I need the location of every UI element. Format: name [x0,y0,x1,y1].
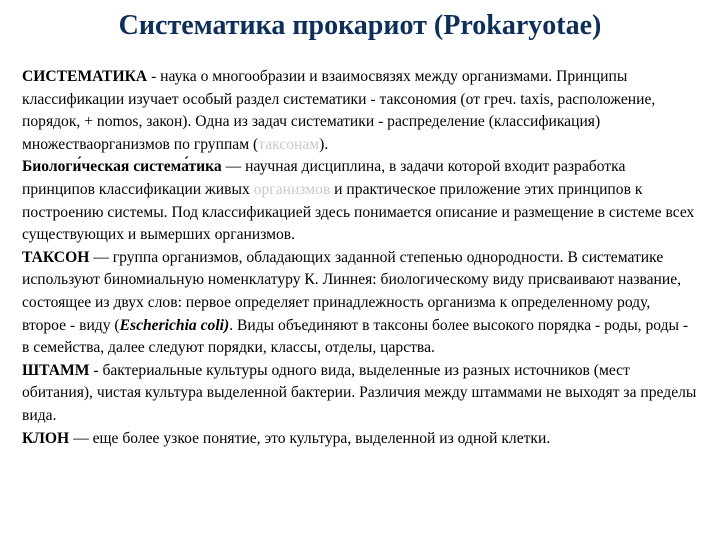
slide-body [22,66,698,450]
definition-text: — научная дисциплина, в задачи которой входит разработка принципов классификации живых [22,158,626,198]
paragraph-taxon [22,247,698,360]
paragraph-clone [22,428,698,451]
definition-text-end: и практическое приложение этих принципов к построению системы. Под классификацией здесь понимается описание и размещение в системе всех существующих и вымерших организмов. [22,180,695,244]
definition-text: - бактериальные культуры одного вида, выделенные из разных источников (мест обитания), чистая культура выделенной бактерии. Различия между штаммами не выходят за пределы вида. [22,361,697,424]
term-clone: КЛОН [22,429,70,447]
term-systematics: СИСТЕМАТИКА [22,68,148,85]
paragraph-strain [22,360,698,428]
paragraph-systematics [22,66,698,156]
definition-text: — еще более узкое понятие, это культура, выделенной из одной клетки. [69,429,551,447]
definition-text: - наука о многообразии и взаимосвязях между организмами. Принципы классификации изучает особый раздел систематики - таксономия (от греч. taxis, расположение, порядок, + nomos, закон). Одна из задач систематики - распределение (классификация) множестваорганизмов по группам ( [22,68,656,153]
link-taxa[interactable]: таксонам [258,135,320,153]
slide-title: Систематика прокариот (Prokaryotae) [118,10,602,41]
definition-text-end: . Виды объединяют в таксоны более высокого порядка - роды, роды - в семейства, далее следуют порядки, классы, отделы, царства. [22,316,689,357]
link-organisms[interactable]: организмов [253,180,331,198]
term-taxon: ТАКСОН [22,248,90,266]
definition-text: — группа организмов, обладающих заданной степенью однородности. В систематике используют биномиальную номенклатуру К. Линнея: биологическому виду присваивают название, состоящее из двух слов: первое определяет принадлежность организма к определенному роду, второе - виду ( [22,248,682,334]
definition-text-end: ). [319,135,329,153]
term-strain: ШТАММ [22,361,90,379]
term-biological-systematics: Биологи́ческая система́тика [22,158,222,176]
species-name: Escherichia coli) [119,316,230,334]
paragraph-biological-systematics [22,156,698,246]
